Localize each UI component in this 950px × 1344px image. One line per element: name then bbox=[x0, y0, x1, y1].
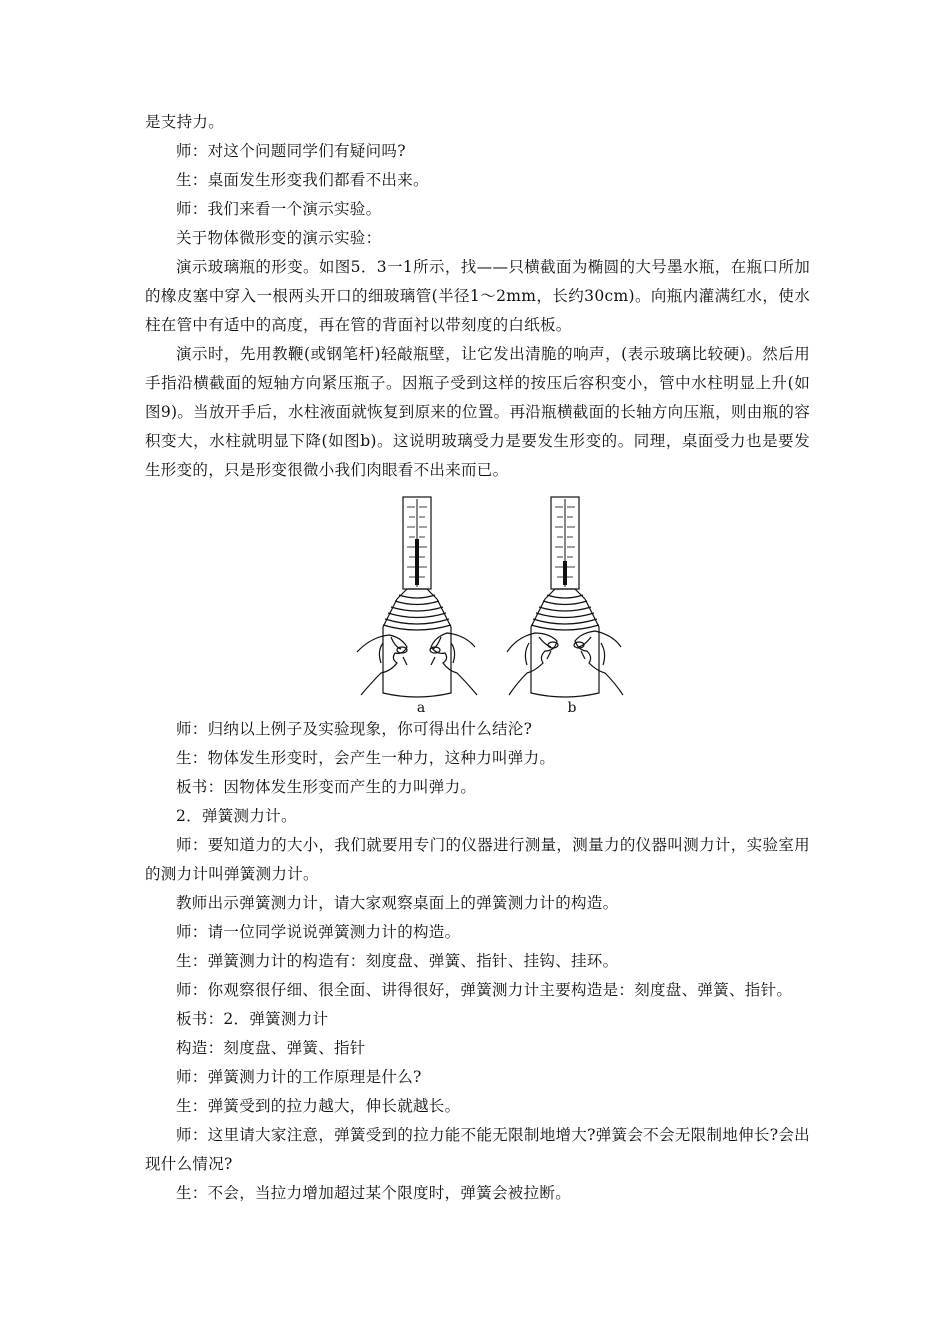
paragraph: 生：弹簧测力计的构造有：刻度盘、弹簧、指针、挂钩、挂环。 bbox=[176, 952, 619, 970]
document-page bbox=[145, 108, 810, 1208]
paragraph: 师：弹簧测力计的工作原理是什么? bbox=[176, 1068, 422, 1086]
paragraph: 是支持力。 bbox=[145, 113, 225, 131]
paragraph: 师：我们来看一个演示实验。 bbox=[176, 200, 382, 218]
paragraph: 师：对这个问题同学们有疑问吗? bbox=[176, 142, 406, 160]
paragraph: 师：请一位同学说说弹簧测力计的构造。 bbox=[176, 923, 461, 941]
paragraph: 教师出示弹簧测力计，请大家观察桌面上的弹簧测力计的构造。 bbox=[176, 894, 619, 912]
bottle-deformation-figure bbox=[145, 487, 810, 715]
paragraph: 师：要知道力的大小，我们就要用专门的仪器进行测量，测量力的仪器叫测力计，实验室用的测力计叫弹簧测力计。 bbox=[145, 836, 810, 883]
paragraph: 板书：2．弹簧测力计 bbox=[176, 1010, 329, 1028]
paragraphs-after bbox=[145, 715, 810, 1208]
paragraphs-before bbox=[145, 108, 810, 485]
figure-illustration bbox=[145, 487, 810, 715]
paragraph: 生：物体发生形变时，会产生一种力，这种力叫弹力。 bbox=[176, 749, 556, 767]
paragraph: 构造：刻度盘、弹簧、指针 bbox=[176, 1039, 366, 1057]
paragraph: 师：这里请大家注意，弹簧受到的拉力能不能无限制地增大?弹簧会不会无限制地伸长?会出现什么情况? bbox=[145, 1126, 810, 1173]
paragraph: 生：不会，当拉力增加超过某个限度时，弹簧会被拉断。 bbox=[176, 1184, 572, 1202]
paragraph: 师：你观察很仔细、很全面、讲得很好，弹簧测力计主要构造是：刻度盘、弹簧、指针。 bbox=[176, 981, 793, 999]
paragraph: 演示时，先用教鞭(或钢笔杆)轻敲瓶壁，让它发出清脆的响声，(表示玻璃比较硬)。然后用手指沿横截面的短轴方向紧压瓶子。因瓶子受到这样的按压后容积变小，管中水柱明显上升(如图9)。当放开手后，水柱液面就恢复到原来的位置。再沿瓶横截面的长轴方向压瓶，则由瓶的容积变大，水柱就明显下降(如图b)。这说明玻璃受力是要发生形变的。同理，桌面受力也是要发生形变的，只是形变很微小我们肉眼看不出来而已。 bbox=[145, 345, 810, 479]
bottle-a-illustration bbox=[357, 497, 477, 697]
figure-label-b: b bbox=[567, 700, 577, 715]
figure-label-a: a bbox=[416, 700, 426, 715]
bottle-b-illustration bbox=[507, 497, 623, 697]
paragraph: 演示玻璃瓶的形变。如图5．3一1所示，找——只横截面为椭圆的大号墨水瓶，在瓶口所加的橡皮塞中穿入一根两头开口的细玻璃管(半径1～2mm，长约30cm)。向瓶内灌满红水，使水柱在管中有适中的高度，再在管的背面衬以带刻度的白纸板。 bbox=[145, 258, 810, 334]
paragraph: 板书：因物体发生形变而产生的力叫弹力。 bbox=[176, 778, 477, 796]
paragraph: 生：弹簧受到的拉力越大，伸长就越长。 bbox=[176, 1097, 461, 1115]
paragraph: 关于物体微形变的演示实验： bbox=[176, 229, 382, 247]
paragraph: 师：归纳以上例子及实验现象，你可得出什么结沦? bbox=[176, 720, 533, 738]
paragraph: 生：桌面发生形变我们都看不出来。 bbox=[176, 171, 429, 189]
paragraph: 2．弹簧测力计。 bbox=[176, 807, 297, 825]
